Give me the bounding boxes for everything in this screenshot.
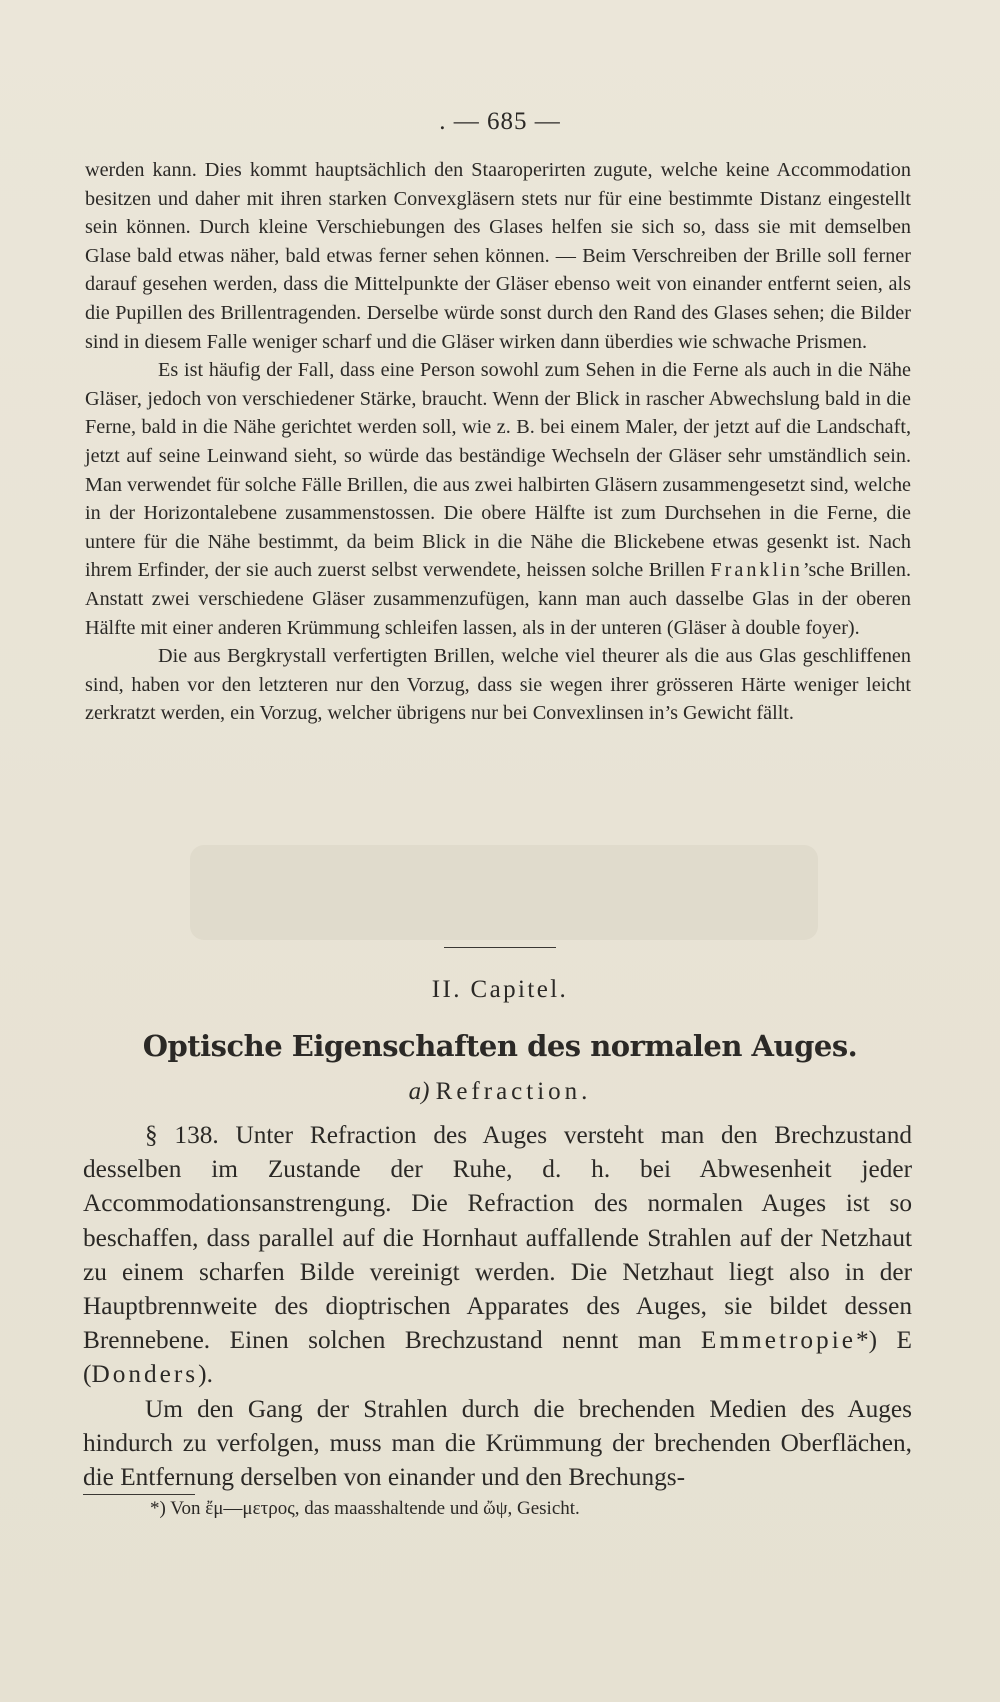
text-run: Es ist häufig der Fall, dass eine Person sowohl zum Sehen in die Ferne als auch in die Nähe Gläser, jedoch von verschiedener Stärke, braucht. Wenn der Blick in rascher Abwechslung bald in die Ferne, bald in die Nähe gerichtet werden soll, wie z. B. bei einem Maler, der jetzt auf die Landschaft, jetzt auf seine Leinwand sieht, so würde das beständige Wechseln der Gläser sehr umständlich sein. Man verwendet für solche Fälle Brillen, die aus zwei halbirten Gläsern zusammengesetzt sind, welche in der Horizontalebene zusammenstossen. Die obere Hälfte ist zum Durchsehen in die Ferne, die untere für die Nähe bestimmt, da beim Blick in die Nähe die Blickebene etwas gesenkt ist. Nach ihrem Erfinder, der sie auch zuerst selbst verwendete, heissen solche Brillen — [85, 359, 911, 582]
text-run: werden kann. Dies kommt hauptsächlich den Staaroperirten zugute, welche keine Accommodation besitzen und daher mit ihren starken Convexgläsern stets nur für eine bestimmte Distanz eingestellt sein können. Durch kleine Verschiebungen des Glases helfen sie sich so, dass sie mit demselben Glase bald etwas näher, bald etwas ferner sehen können. — Beim Verschreiben der Brille soll ferner darauf gesehen werden, dass die Mittelpunkte der Gläser ebenso weit von einander entfernt seien, als die Pupillen des Brillentragenden. Derselbe würde sonst durch den Rand des Glases sehen; die Bilder sind in diesem Falle weniger scharf und die Gläser wirken dann überdies wie schwache Prismen. — [85, 159, 911, 353]
subsection-letter: a) — [408, 1078, 430, 1105]
body-text-large — [83, 1118, 912, 1494]
text-run: Die aus Bergkrystall verfertigten Brillen, welche viel theurer als die aus Glas geschliffenen sind, haben vor den letzteren nur den Vorzug, dass sie wegen ihrer grösseren Härte weniger leicht zerkratzt werden, ein Vorzug, welcher übrigens nur bei Convexlinsen in’s Gewicht fällt. — [85, 645, 911, 725]
large-paragraph — [83, 1118, 912, 1392]
text-run: Um den Gang der Strahlen durch die brechenden Medien des Auges hindurch zu verfolgen, muss man die Krümmung der brechenden Oberflächen, die Entfernung derselben von einander und den Brechungs- — [83, 1394, 912, 1492]
paper-stain — [190, 845, 818, 940]
text-run: ’sche Brillen. Anstatt zwei verschiedene Gläser zusammenzufügen, kann man auch dasselbe Glas in der oberen Hälfte mit einer anderen Krümmung schleifen lassen, als in der unteren (Gläser à double foyer). — [85, 559, 911, 639]
footnote: *) Von ἔμ—μετρος, das maasshaltende und ὤψ, Gesicht. — [150, 1498, 580, 1519]
small-paragraph — [85, 642, 911, 728]
subsection-title: Refraction. — [435, 1078, 592, 1105]
chapter-title: II. Capitel. — [431, 976, 569, 1003]
small-paragraph — [85, 356, 911, 642]
large-paragraph — [83, 1392, 912, 1495]
subsection-heading — [0, 1078, 1000, 1106]
footnote-divider — [83, 1494, 195, 1495]
section-divider — [444, 947, 556, 948]
page-number: . — 685 — — [439, 108, 561, 135]
section-heading: Optische Eigenschaften des normalen Auges. — [142, 1029, 858, 1063]
text-run: *) E ( — [83, 1326, 912, 1389]
small-paragraph — [85, 156, 911, 356]
text-run: § 138. Unter Refraction des Auges versteht man den Brechzustand desselben im Zustande der Ruhe, d. h. bei Abwesenheit jeder Accommodationsanstrengung. Die Refraction des normalen Auges ist so beschaffen, dass parallel auf die Hornhaut auffallende Strahlen auf der Netzhaut zu einem scharfen Bilde vereinigt werden. Die Netzhaut liegt also in der Hauptbrennweite des dioptrischen Apparates des Auges, sie bildet dessen Brennebene. Einen solchen Brechzustand nennt man — [83, 1121, 912, 1355]
spaced-name: Donders — [91, 1360, 199, 1389]
spaced-name: Emmetropie — [700, 1326, 856, 1355]
body-text-small — [85, 156, 911, 728]
spaced-name: Franklin — [710, 559, 803, 582]
text-run: ). — [198, 1360, 213, 1389]
